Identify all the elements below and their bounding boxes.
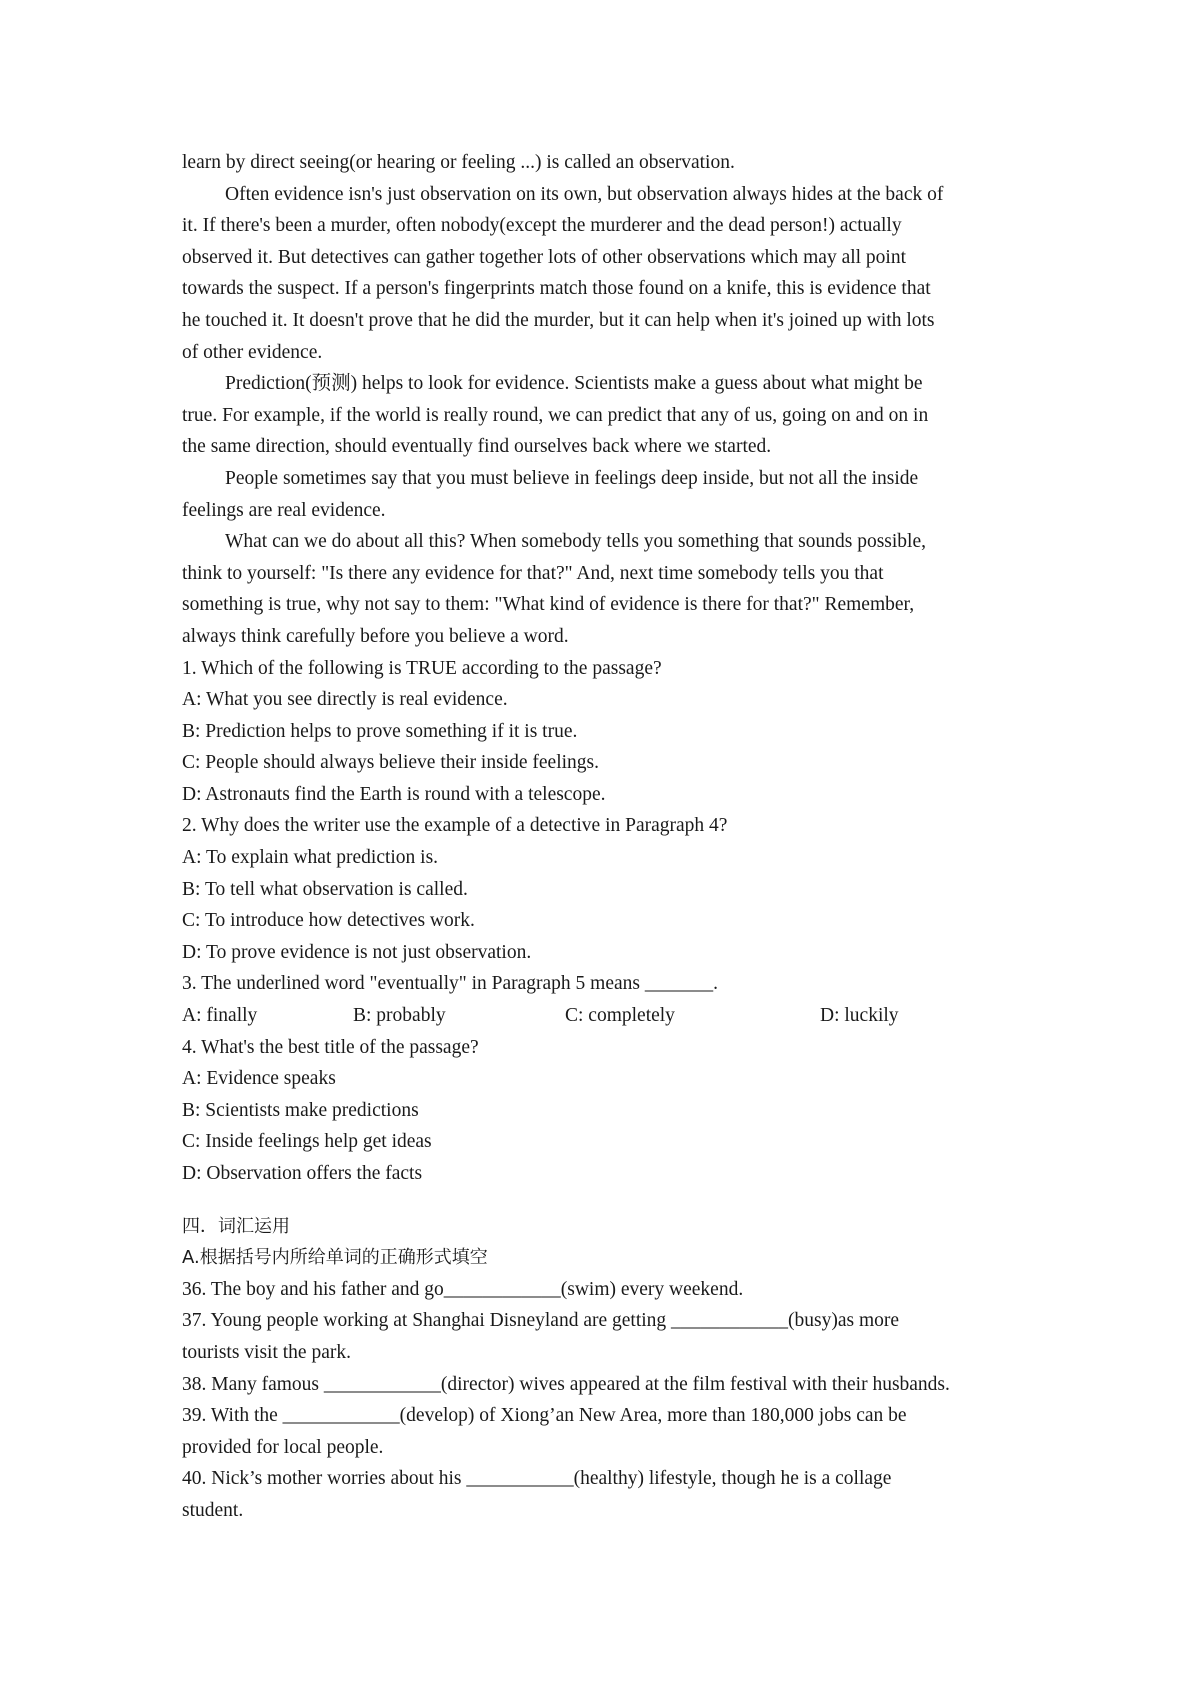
paragraph-evidence xyxy=(182,179,1022,369)
question-options-row xyxy=(182,1000,1022,1032)
exercise-line: 37. Young people working at Shanghai Disneyland are getting ____________(busy)as more xyxy=(182,1310,900,1332)
passage xyxy=(182,147,1022,653)
passage-line: Prediction(预测) helps to look for evidence. Scientists make a guess about what might be xyxy=(225,373,923,395)
passage-line: feelings are real evidence. xyxy=(182,499,386,521)
paragraph-feelings xyxy=(182,463,1022,526)
question-option: A: To explain what prediction is. xyxy=(182,847,439,869)
passage-line: he touched it. It doesn't prove that he did the murder, but it can help when it's joined up with lots xyxy=(182,309,935,331)
passage-line: something is true, why not say to them: "What kind of evidence is there for that?" Remember, xyxy=(182,594,915,616)
passage-line: What can we do about all this? When somebody tells you something that sounds possible, xyxy=(225,531,926,553)
passage-line: the same direction, should eventually find ourselves back where we started. xyxy=(182,436,772,458)
question-stem: 1. Which of the following is TRUE according to the passage? xyxy=(182,657,662,679)
question-option: B: probably xyxy=(353,1005,446,1027)
question-option: B: Scientists make predictions xyxy=(182,1099,419,1121)
section-vocabulary xyxy=(182,1211,1022,1527)
question-option: D: luckily xyxy=(820,1005,899,1027)
section-heading: 四．词汇运用 xyxy=(182,1215,290,1237)
question-stem: 2. Why does the writer use the example of a detective in Paragraph 4? xyxy=(182,815,728,837)
exercise-line: 38. Many famous ____________(director) wives appeared at the film festival with their husbands. xyxy=(182,1373,950,1395)
exercise-line: 39. With the ____________(develop) of Xiong’an New Area, more than 180,000 jobs can be xyxy=(182,1405,907,1427)
question-option: D: Astronauts find the Earth is round with a telescope. xyxy=(182,783,606,805)
section-spacer xyxy=(182,1190,1022,1211)
passage-line: of other evidence. xyxy=(182,341,323,363)
question-2 xyxy=(182,810,1022,968)
question-option: C: completely xyxy=(565,1005,675,1027)
passage-line: think to yourself: "Is there any evidence for that?" And, next time somebody tells you that xyxy=(182,562,884,584)
passage-line: Often evidence isn's just observation on its own, but observation always hides at the back of xyxy=(225,183,944,205)
question-stem: 4. What's the best title of the passage? xyxy=(182,1036,479,1058)
exercise-line: provided for local people. xyxy=(182,1436,384,1458)
paragraph-conclusion xyxy=(182,526,1022,652)
passage-line: true. For example, if the world is really round, we can predict that any of us, going on and on in xyxy=(182,404,929,426)
paragraph-prediction xyxy=(182,368,1022,463)
question-option: A: finally xyxy=(182,1005,258,1027)
question-option: A: What you see directly is real evidence. xyxy=(182,689,508,711)
question-option: C: People should always believe their inside feelings. xyxy=(182,752,599,774)
question-option: D: To prove evidence is not just observation. xyxy=(182,941,532,963)
question-option: B: Prediction helps to prove something if it is true. xyxy=(182,720,578,742)
exercise-line: 36. The boy and his father and go____________(swim) every weekend. xyxy=(182,1278,744,1300)
question-stem: 3. The underlined word "eventually" in Paragraph 5 means _______. xyxy=(182,973,718,995)
passage-line: learn by direct seeing(or hearing or feeling ...) is called an observation. xyxy=(182,152,735,173)
passage-line: People sometimes say that you must believe in feelings deep inside, but not all the inside xyxy=(225,467,919,489)
question-4 xyxy=(182,1032,1022,1190)
question-option: A: Evidence speaks xyxy=(182,1068,336,1090)
page-content xyxy=(182,147,1022,1527)
question-1 xyxy=(182,653,1022,811)
exercise-line: tourists visit the park. xyxy=(182,1341,351,1363)
exercise-line: 40. Nick’s mother worries about his ___________(healthy) lifestyle, though he is a collage xyxy=(182,1468,892,1490)
question-option: C: To introduce how detectives work. xyxy=(182,910,475,932)
question-3 xyxy=(182,968,1022,1031)
question-option: C: Inside feelings help get ideas xyxy=(182,1131,432,1153)
passage-line: observed it. But detectives can gather together lots of other observations which may all point xyxy=(182,246,907,268)
question-option: D: Observation offers the facts xyxy=(182,1163,423,1184)
passage-line: it. If there's been a murder, often nobody(except the murderer and the dead person!) actually xyxy=(182,215,902,237)
section-subheading: A.根据括号内所给单词的正确形式填空 xyxy=(182,1247,488,1269)
question-option: B: To tell what observation is called. xyxy=(182,878,468,900)
passage-line: towards the suspect. If a person's fingerprints match those found on a knife, this is evidence that xyxy=(182,278,931,300)
exercise-line: student. xyxy=(182,1499,244,1521)
passage-line: always think carefully before you believe a word. xyxy=(182,625,569,647)
